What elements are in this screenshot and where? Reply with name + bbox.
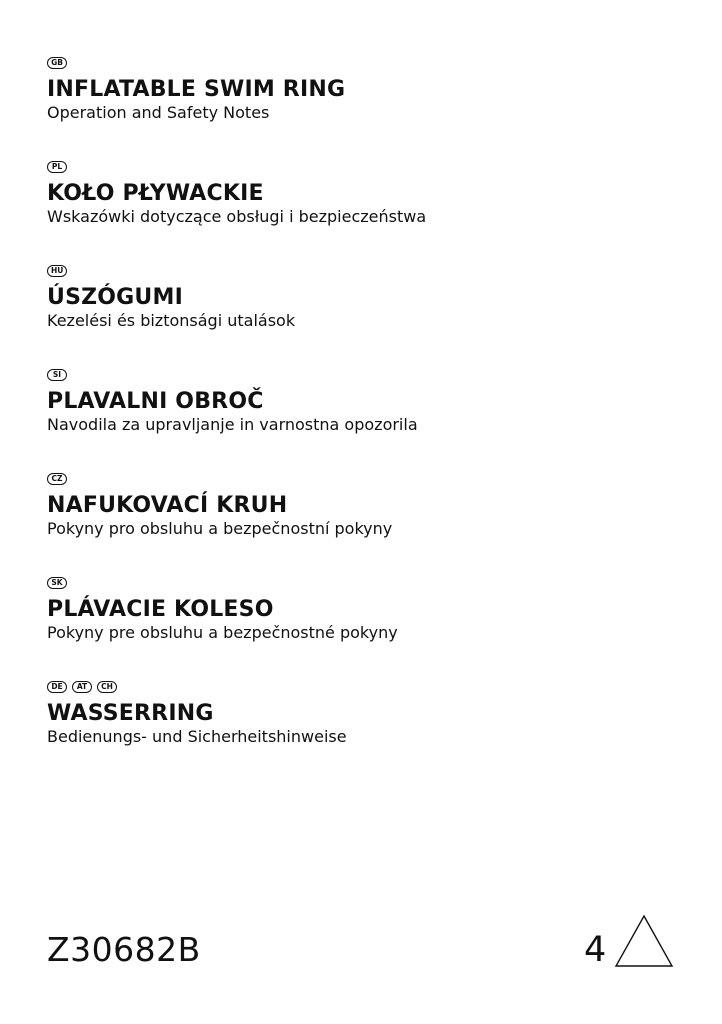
language-section-gb (47, 57, 687, 161)
product-title: PLAVALNI OBROČ (47, 389, 264, 414)
language-section-pl (47, 161, 687, 265)
language-section-de (47, 681, 687, 785)
country-badge: CZ (47, 473, 67, 485)
product-subtitle: Bedienungs- und Sicherheitshinweise (47, 727, 347, 746)
country-badge: SI (47, 369, 67, 381)
country-badge: PL (47, 161, 67, 173)
country-badge: AT (72, 681, 92, 693)
product-title: NAFUKOVACÍ KRUH (47, 493, 288, 518)
country-badges (47, 57, 687, 71)
language-section-si (47, 369, 687, 473)
language-section-sk (47, 577, 687, 681)
country-badges (47, 265, 687, 279)
language-sections (47, 57, 687, 785)
product-subtitle: Kezelési és biztonsági utalások (47, 311, 296, 330)
country-badges (47, 161, 687, 175)
country-badge: CH (97, 681, 117, 693)
product-subtitle: Operation and Safety Notes (47, 103, 270, 122)
product-subtitle: Navodila za upravljanje in varnostna opozorila (47, 415, 418, 434)
country-badges (47, 369, 687, 383)
product-title: WASSERRING (47, 701, 214, 726)
product-title: INFLATABLE SWIM RING (47, 77, 346, 102)
product-subtitle: Pokyny pre obsluhu a bezpečnostné pokyny (47, 623, 398, 642)
product-subtitle: Wskazówki dotyczące obsługi i bezpieczeństwa (47, 207, 427, 226)
model-number: Z30682B (47, 930, 201, 969)
country-badges (47, 577, 687, 591)
language-section-hu (47, 265, 687, 369)
country-badge: GB (47, 57, 67, 69)
page-number: 4 (584, 930, 607, 970)
product-subtitle: Pokyny pro obsluhu a bezpečnostní pokyny (47, 519, 393, 538)
country-badge: DE (47, 681, 67, 693)
country-badges (47, 473, 687, 487)
triangle-icon (614, 914, 674, 968)
product-title: KOŁO PŁYWACKIE (47, 181, 264, 206)
language-section-cz (47, 473, 687, 577)
country-badges (47, 681, 687, 695)
product-title: PLÁVACIE KOLESO (47, 597, 274, 622)
country-badge: SK (47, 577, 67, 589)
product-title: ÚSZÓGUMI (47, 285, 183, 310)
country-badge: HU (47, 265, 67, 277)
